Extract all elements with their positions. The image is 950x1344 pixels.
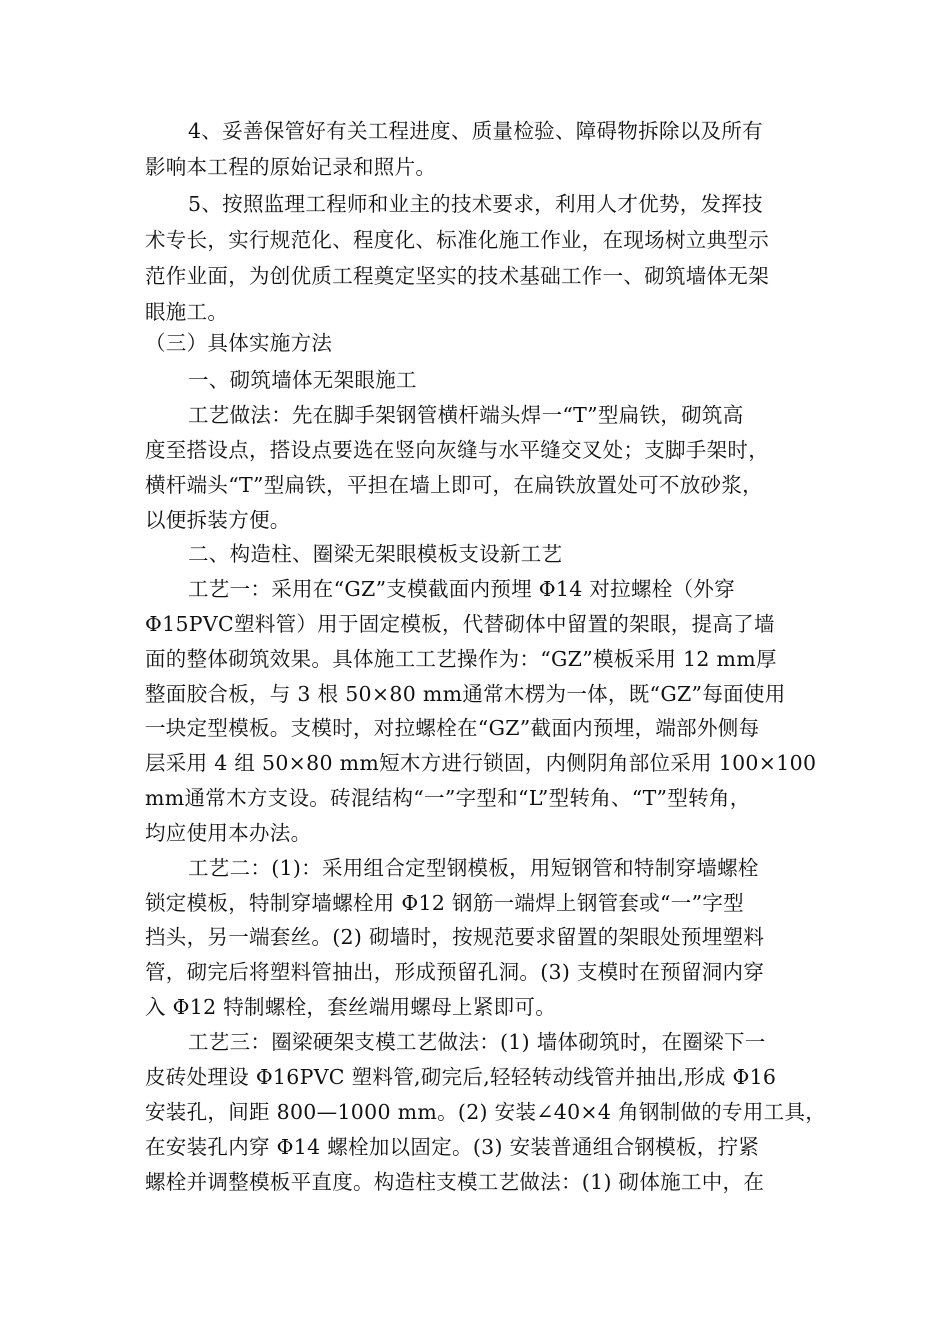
paragraph-line: 横杆端头“T”型扁铁，平担在墙上即可，在扁铁放置处可不放砂浆， — [145, 473, 763, 497]
paragraph-line: 以便拆装方便。 — [145, 508, 291, 532]
paragraph-line: 一块定型模板。支模时，对拉螺栓在“GZ”截面内预埋，端部外侧每 — [145, 716, 760, 740]
paragraph-line: 安装孔，间距 800—1000 mm。(2) 安装∠40×4 角钢制做的专用工具， — [145, 1100, 827, 1124]
paragraph-line: 螺栓并调整模板平直度。构造柱支模工艺做法：(1) 砌体施工中，在 — [145, 1170, 765, 1194]
paragraph-line: 影响本工程的原始记录和照片。 — [145, 155, 437, 179]
paragraph-line: 层采用 4 组 50×80 mm短木方进行锁固，内侧阴角部位采用 100×100 — [145, 751, 817, 775]
paragraph-line: 锁定模板，特制穿墙螺栓用 Φ12 钢筋一端焊上钢管套或“一”字型 — [145, 891, 744, 915]
paragraph-line: 在安装孔内穿 Φ14 螺栓加以固定。(3) 安装普通组合钢模板，拧紧 — [145, 1135, 760, 1159]
paragraph-line: 均应使用本办法。 — [145, 821, 312, 845]
paragraph-line: 整面胶合板，与 3 根 50×80 mm通常木楞为一体，既“GZ”每面使用 — [145, 682, 786, 706]
paragraph-line: 工艺三：圈梁硬架支模工艺做法：(1) 墙体砌筑时，在圈梁下一 — [188, 1030, 766, 1054]
section-heading: （三）具体实施方法 — [145, 331, 333, 355]
paragraph-line: 工艺二：(1)：采用组合定型钢模板，用短钢管和特制穿墙螺栓 — [188, 856, 759, 880]
paragraph-line: 范作业面，为创优质工程奠定坚实的技术基础工作一、砌筑墙体无架 — [145, 264, 769, 288]
paragraph-line: 术专长，实行规范化、程度化、标准化施工作业，在现场树立典型示 — [145, 228, 769, 252]
paragraph-line: 4、妥善保管好有关工程进度、质量检验、障碍物拆除以及所有 — [188, 119, 763, 143]
paragraph-line: 工艺做法：先在脚手架钢管横杆端头焊一“T”型扁铁，砌筑高 — [188, 403, 744, 427]
paragraph-line: 眼施工。 — [145, 300, 229, 324]
paragraph-line: 度至搭设点，搭设点要选在竖向灰缝与水平缝交叉处；支脚手架时， — [145, 438, 769, 462]
paragraph-line: 5、按照监理工程师和业主的技术要求，利用人才优势，发挥技 — [188, 192, 763, 216]
subsection-heading: 二、构造柱、圈梁无架眼模板支设新工艺 — [188, 542, 563, 566]
paragraph-line: 入 Φ12 特制螺栓，套丝端用螺母上紧即可。 — [145, 995, 557, 1019]
paragraph-line: 皮砖处理设 Φ16PVC 塑料管,砌完后,轻轻转动线管并抽出,形成 Φ16 — [145, 1065, 777, 1089]
subsection-heading: 一、砌筑墙体无架眼施工 — [188, 368, 417, 392]
paragraph-line: mm通常木方支设。砖混结构“一”字型和“L”型转角、“T”型转角， — [145, 786, 751, 810]
paragraph-line: 面的整体砌筑效果。具体施工工艺操作为：“GZ”模板采用 12 mm厚 — [145, 647, 777, 671]
paragraph-line: 工艺一：采用在“GZ”支模截面内预埋 Φ14 对拉螺栓（外穿 — [188, 577, 736, 601]
paragraph-line: Φ15PVC塑料管）用于固定模板，代替砌体中留置的架眼，提高了墙 — [145, 612, 775, 636]
paragraph-line: 管，砌完后将塑料管抽出，形成预留孔洞。(3) 支模时在预留洞内穿 — [145, 960, 765, 984]
paragraph-line: 挡头，另一端套丝。(2) 砌墙时，按规范要求留置的架眼处预埋塑料 — [145, 925, 765, 949]
